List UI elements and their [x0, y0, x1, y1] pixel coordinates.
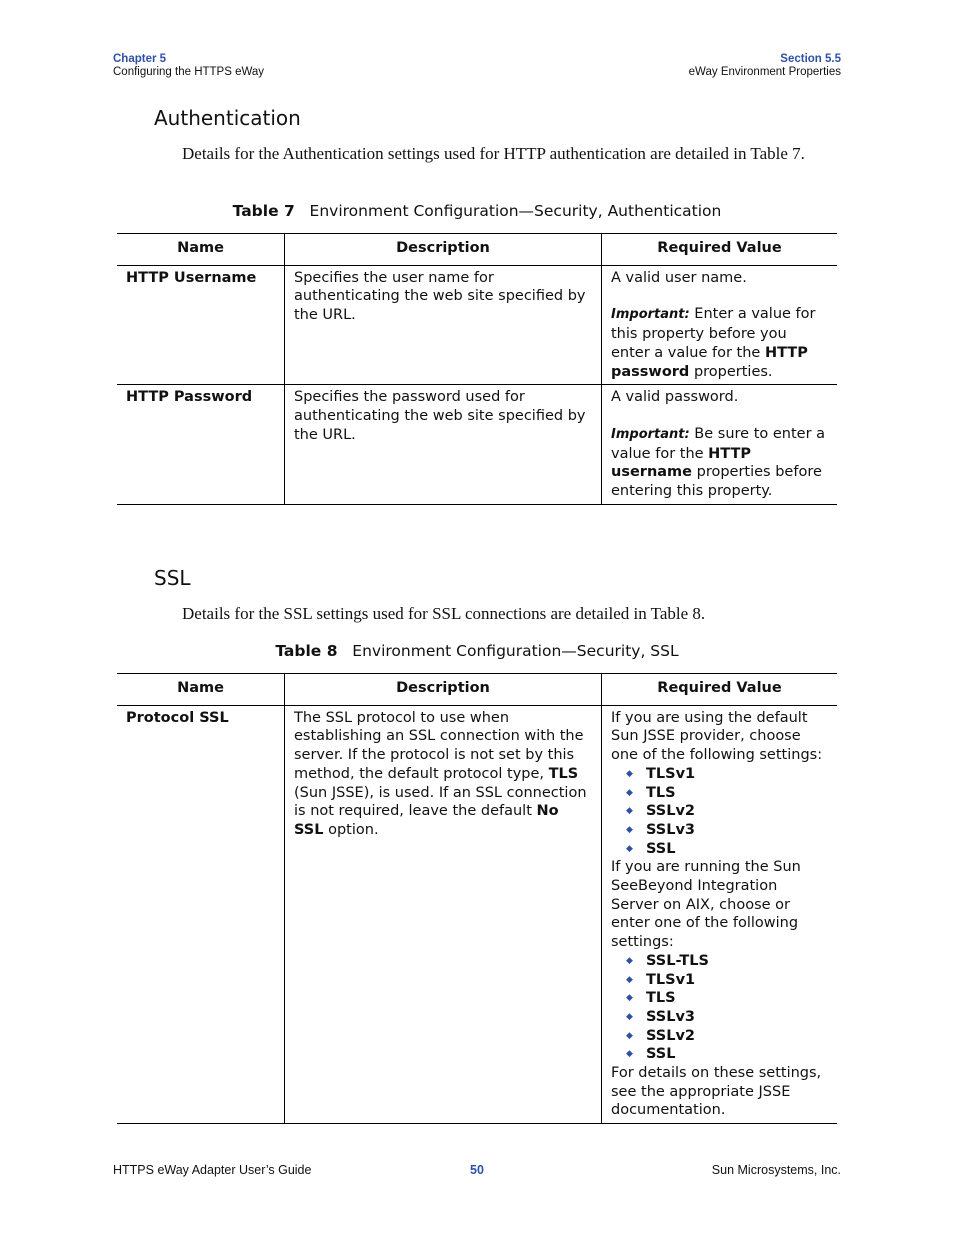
ssl-heading: SSL [154, 566, 191, 590]
row-name: HTTP Username [117, 265, 285, 385]
row-description: Specifies the user name for authenticating the web site specified by the URL. [285, 265, 602, 385]
list-item: ◆ SSLv2 [626, 803, 696, 820]
value-outro: For details on these settings, see the appropriate JSSE documentation. [611, 1065, 822, 1119]
diamond-bullet-icon: ◆ [626, 1049, 633, 1060]
required-value-text: A valid password. [611, 389, 739, 406]
important-note [611, 425, 829, 501]
note-text-end: properties. [693, 363, 773, 380]
diamond-bullet-icon: ◆ [626, 824, 633, 835]
chapter-label: Chapter 5 [113, 53, 167, 65]
table-header-row [117, 674, 837, 706]
diamond-bullet-icon: ◆ [626, 974, 633, 985]
table-7-caption [0, 202, 954, 220]
diamond-bullet-icon: ◆ [626, 1030, 633, 1041]
note-text: Be sure to enter a value for the [611, 425, 826, 462]
row-required-value [602, 385, 838, 505]
footer-company: Sun Microsystems, Inc. [711, 1163, 841, 1177]
protocol-list-2 [611, 952, 829, 1064]
table-row [117, 265, 837, 385]
diamond-bullet-icon: ◆ [626, 993, 633, 1004]
diamond-bullet-icon: ◆ [626, 1011, 633, 1022]
list-item: ◆ TLSv1 [626, 765, 696, 782]
authentication-heading: Authentication [154, 106, 301, 130]
table-8-number: Table 8 [275, 642, 338, 660]
table-header-row [117, 234, 837, 266]
diamond-bullet-icon: ◆ [626, 768, 633, 779]
value-intro-1: If you are using the default Sun JSSE provider, choose one of the following settings: [611, 709, 823, 764]
description-text-1: The SSL protocol to use when establishing an SSL connection with the server. If the protocol is not set by this method, the default protocol type, [294, 709, 584, 782]
footer-page-number: 50 [470, 1163, 484, 1177]
column-header-name: Name [117, 234, 285, 266]
note-text: Enter a value for this property before you enter a value for the [611, 306, 816, 361]
row-required-value [602, 265, 838, 385]
required-value-text: A valid user name. [611, 269, 747, 286]
diamond-bullet-icon: ◆ [626, 787, 633, 798]
list-item: ◆ TLS [626, 784, 676, 801]
authentication-table [117, 233, 837, 505]
diamond-bullet-icon: ◆ [626, 843, 633, 854]
section-label: Section 5.5 [780, 53, 841, 65]
page-header-left [113, 53, 264, 79]
row-description [285, 705, 602, 1123]
column-header-required-value: Required Value [602, 234, 838, 266]
description-text-2: (Sun JSSE), is used. If an SSL connection is not required, leave the default [294, 784, 587, 820]
important-label: Important: [611, 426, 690, 442]
table-row [117, 705, 837, 1123]
protocol-list-1 [611, 765, 829, 859]
row-name: HTTP Password [117, 385, 285, 505]
table-8-title: Environment Configuration—Security, SSL [352, 642, 679, 660]
row-name: Protocol SSL [117, 705, 285, 1123]
row-description: Specifies the password used for authenticating the web site specified by the URL. [285, 385, 602, 505]
table-7-number: Table 7 [232, 202, 295, 220]
column-header-name: Name [117, 674, 285, 706]
ssl-intro: Details for the SSL settings used for SSL connections are detailed in Table 8. [182, 604, 706, 623]
column-header-description: Description [285, 674, 602, 706]
list-item: ◆ TLS [626, 990, 676, 1007]
description-bold-1: TLS [548, 765, 579, 782]
list-item: ◆ SSL [626, 840, 676, 857]
list-item: ◆ SSLv3 [626, 821, 696, 838]
chapter-title: Configuring the HTTPS eWay [113, 66, 265, 78]
important-label: Important: [611, 307, 690, 323]
authentication-intro: Details for the Authentication settings used for HTTP authentication are detailed in Table 7. [182, 144, 805, 163]
note-bold: HTTP username [611, 445, 752, 481]
table-8-caption [0, 642, 954, 660]
note-text-end: properties before entering this property. [611, 464, 822, 500]
row-required-value [602, 705, 838, 1123]
column-header-description: Description [285, 234, 602, 266]
description-text-3: option. [328, 821, 379, 838]
ssl-table [117, 673, 837, 1124]
column-header-required-value: Required Value [602, 674, 838, 706]
note-bold: HTTP password [611, 344, 808, 380]
list-item: ◆ SSLv3 [626, 1008, 696, 1025]
footer-guide-title: HTTPS eWay Adapter User’s Guide [113, 1163, 312, 1177]
table-7-title: Environment Configuration—Security, Authentication [309, 202, 722, 220]
list-item: ◆ SSL [626, 1046, 676, 1063]
list-item: ◆ SSL-TLS [626, 952, 709, 969]
list-item: ◆ SSLv2 [626, 1027, 696, 1044]
important-note [611, 305, 829, 381]
diamond-bullet-icon: ◆ [626, 806, 633, 817]
page-header-right [689, 53, 841, 79]
value-intro-2: If you are running the Sun SeeBeyond Integration Server on AIX, choose or enter one of the following settings: [611, 859, 801, 951]
table-row [117, 385, 837, 505]
section-title: eWay Environment Properties [688, 66, 841, 78]
description-bold-2: No SSL [294, 803, 559, 838]
diamond-bullet-icon: ◆ [626, 955, 633, 966]
list-item: ◆ TLSv1 [626, 971, 696, 988]
